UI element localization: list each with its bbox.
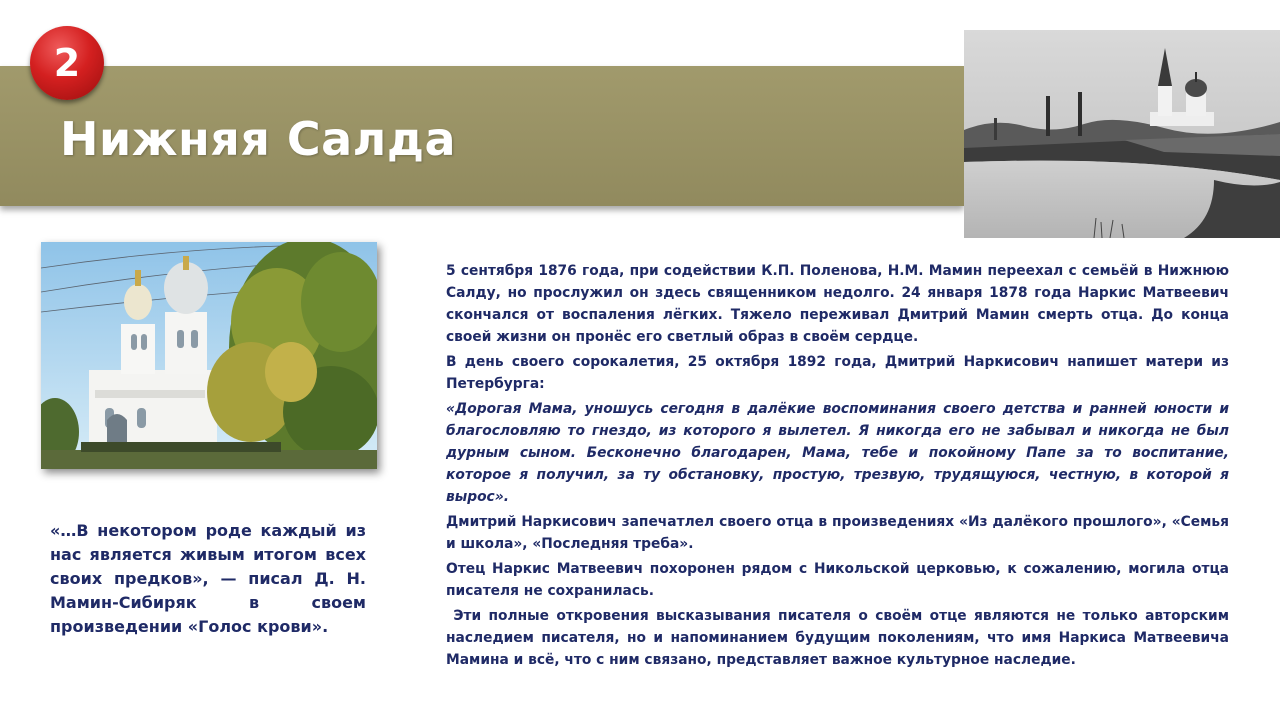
paragraph: 5 сентября 1876 года, при содействии К.П. Поленова, Н.М. Мамин переехал с семьёй в Нижнюю Салду, но прослужил он здесь священником недолго. 24 января 1878 года Наркис Матвеевич скончался от воспаления лёгких. Тяжело переживал Дмитрий Мамин смерть отца. До конца своей жизни он пронёс его светлый образ в своём сердце.	[446, 263, 1229, 345]
paragraph: В день своего сорокалетия, 25 октября 1892 года, Дмитрий Наркисович напишет матери из Петербурга:	[446, 354, 1229, 392]
paragraph: Дмитрий Наркисович запечатлел своего отца в произведениях «Из далёкого прошлого», «Семья и школа», «Последняя треба».	[446, 514, 1229, 552]
quote-text: «…В некотором роде каждый из нас является живым итогом всех своих предков», — писал Д. Н. Мамин-Сибиряк в своем произведении «Голос крови».	[50, 521, 366, 636]
historic-photo-image	[964, 30, 1280, 238]
letter-quote-paragraph: «Дорогая Мама, уношусь сегодня в далёкие воспоминания своего детства и ранней юности и благословляю то гнездо, из которого я вылетел. Я никогда его не забывал и никогда не был дурным сыном. Бесконечно благодарен, Мама, тебе и покойному Папе за то воспитание, которое я получил, за ту обстановку, простую, трезвую, трудящуюся, честную, в которой я вырос».	[446, 401, 1229, 505]
page-title: Нижняя Салда	[60, 112, 457, 166]
church-photo-image	[41, 242, 377, 469]
paragraph: Эти полные откровения высказывания писателя о своём отце являются не только авторским наследием писателя, но и напоминанием будущим поколениям, что имя Наркиса Матвеевича Мамина и всё, что с ним связано, представляет важное культурное наследие.	[446, 608, 1234, 668]
slide-number-badge: 2	[30, 26, 104, 100]
main-text	[446, 260, 1234, 674]
paragraph: Отец Наркис Матвеевич похоронен рядом с Никольской церковью, к сожалению, могила отца писателя не сохранилась.	[446, 561, 1229, 599]
